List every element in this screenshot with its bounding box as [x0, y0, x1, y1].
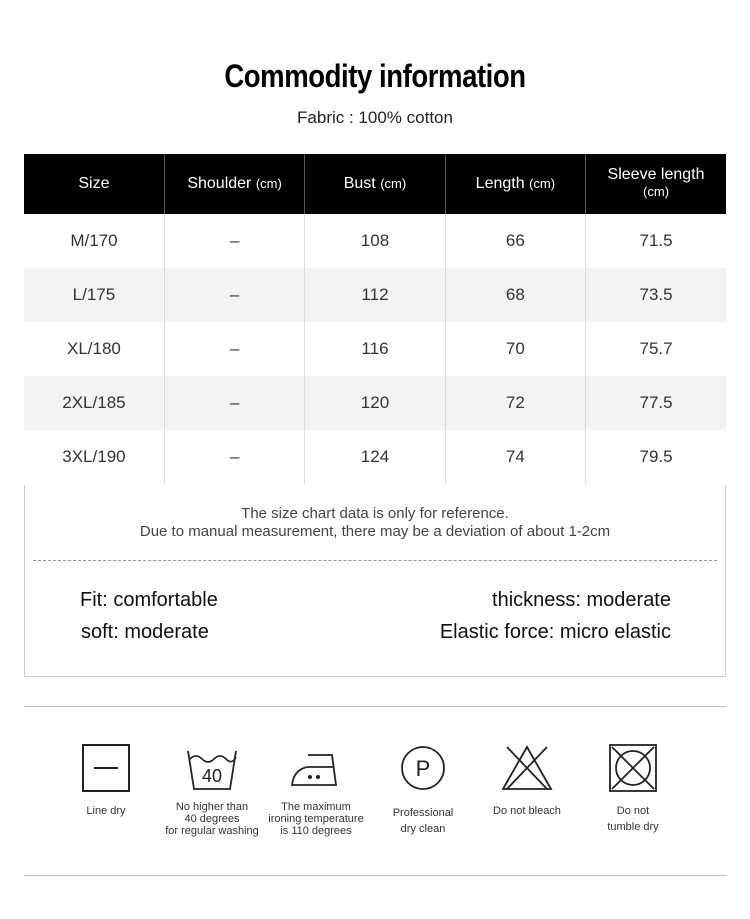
cell-shoulder: – — [164, 322, 304, 376]
cell-length: 66 — [445, 214, 585, 268]
cell-length: 68 — [445, 268, 585, 322]
cell-size: M/170 — [24, 214, 164, 268]
header-bust: Bust (cm) — [305, 154, 445, 214]
header-shoulder: Shoulder (cm) — [164, 154, 304, 214]
attr-thickness: thickness: moderate — [492, 589, 671, 611]
care-iron — [261, 743, 371, 837]
cell-sleeve-length: 73.5 — [586, 268, 726, 322]
cell-shoulder: – — [164, 376, 304, 430]
notes-box — [24, 485, 726, 677]
attr-soft: soft: moderate — [81, 621, 209, 643]
cell-sleeve-length: 79.5 — [639, 447, 673, 466]
iron-label: The maximum ironing temperature is 110 degrees — [268, 801, 364, 837]
care-no-tumble-dry — [578, 743, 688, 835]
care-dry-clean — [368, 743, 478, 837]
wash-label: No higher than 40 degrees for regular washing — [165, 801, 259, 837]
cell-sleeve-length: 71.5 — [639, 231, 673, 250]
cell-bust: 124 — [305, 430, 445, 484]
line-dry-icon — [81, 743, 131, 793]
cell-sleeve-length: 75.7 — [639, 339, 673, 358]
cell-size: 2XL/185 — [24, 376, 164, 430]
page-title: Commodity information — [224, 58, 526, 94]
fabric-info: Fabric : 100% cotton — [297, 108, 453, 127]
table-row — [24, 430, 726, 484]
line-dry-label: Line dry — [86, 805, 126, 817]
dashed-divider — [33, 560, 717, 561]
iron-icon — [288, 743, 344, 793]
attr-fit: Fit: comfortable — [80, 589, 218, 611]
cell-bust: 120 — [305, 376, 445, 430]
cell-sleeve-length: 77.5 — [586, 376, 726, 430]
header-length: Length (cm) — [445, 154, 585, 214]
cell-bust: 112 — [305, 268, 445, 322]
care-no-bleach — [472, 743, 582, 817]
care-wash — [157, 743, 267, 837]
dry-clean-label: Professional dry clean — [392, 807, 454, 835]
dry-clean-icon — [398, 743, 448, 793]
cell-length: 72 — [445, 376, 585, 430]
cell-bust: 108 — [305, 214, 445, 268]
cell-length: 74 — [445, 430, 585, 484]
cell-shoulder: – — [164, 214, 304, 268]
table-row — [24, 322, 726, 376]
cell-length: 70 — [445, 322, 585, 376]
care-top-divider — [24, 706, 726, 707]
cell-size: XL/180 — [24, 322, 164, 376]
cell-size: L/175 — [24, 268, 164, 322]
size-table-container — [24, 154, 726, 484]
cell-size: 3XL/190 — [24, 430, 164, 484]
cell-shoulder: – — [164, 430, 304, 484]
no-tumble-dry-label: Do not tumble dry — [607, 805, 659, 833]
cell-shoulder: – — [164, 268, 304, 322]
header-sleeve-length: Sleeve length (cm) — [586, 154, 726, 214]
no-tumble-dry-icon — [608, 743, 658, 793]
header-size: Size — [24, 154, 164, 214]
note-reference: The size chart data is only for reference. — [241, 505, 509, 522]
note-deviation: Due to manual measurement, there may be a deviation of about 1-2cm — [139, 523, 611, 540]
table-header-row — [24, 154, 726, 214]
wash-40-icon — [184, 743, 240, 793]
care-bottom-divider — [24, 875, 726, 876]
care-line-dry — [51, 743, 161, 817]
size-table — [24, 154, 726, 484]
table-row — [24, 214, 726, 268]
no-bleach-label: Do not bleach — [493, 805, 561, 817]
attr-elastic: Elastic force: micro elastic — [439, 621, 671, 643]
table-row — [24, 376, 726, 430]
dry-clean-letter: P — [415, 756, 431, 781]
no-bleach-icon — [499, 743, 555, 793]
table-row — [24, 268, 726, 322]
cell-bust: 116 — [305, 322, 445, 376]
wash-temp: 40 — [201, 766, 223, 786]
